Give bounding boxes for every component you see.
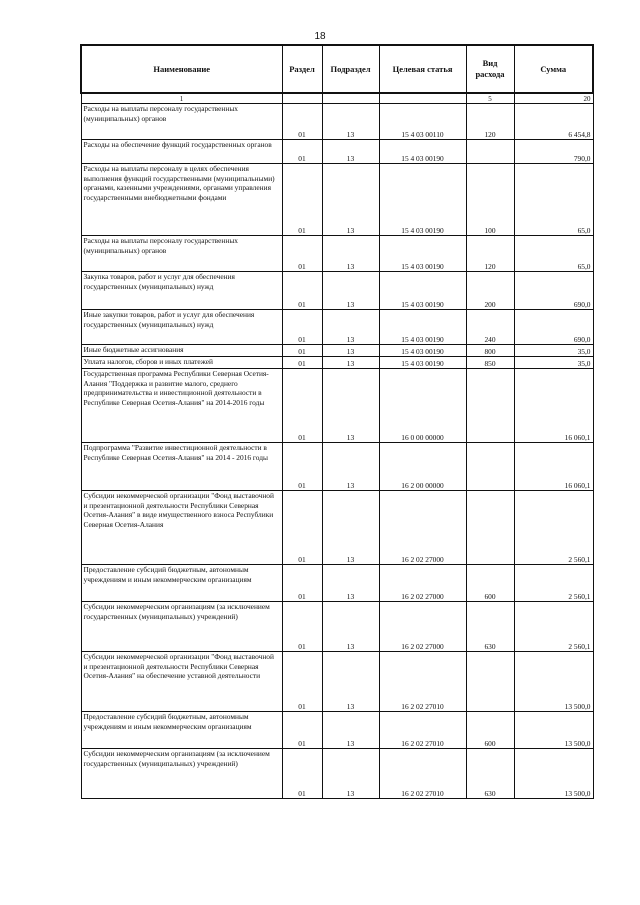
row-subsection: 13 [322, 369, 379, 443]
row-target: 15 4 03 00190 [379, 310, 466, 345]
row-target: 15 4 03 00110 [379, 104, 466, 140]
row-name: Государственная программа Республики Северная Осетия-Алания "Поддержка и развитие малого, среднего предпринимательства и инвестиционной деятельности в Республике Северная Осетия-Алания" на 2014-2016 годы [81, 369, 282, 443]
row-name: Расходы на выплаты персоналу государственных (муниципальных) органов [81, 104, 282, 140]
row-sum: 790,0 [514, 140, 593, 164]
row-target: 16 2 02 27010 [379, 712, 466, 749]
row-target: 16 2 02 27000 [379, 565, 466, 602]
col-header-type: Вид расхода [466, 45, 514, 93]
row-subsection: 13 [322, 602, 379, 652]
row-target: 16 2 02 27000 [379, 491, 466, 565]
column-number: 5 [466, 93, 514, 104]
row-type: 850 [466, 357, 514, 369]
row-sum: 2 560,1 [514, 565, 593, 602]
row-subsection: 13 [322, 140, 379, 164]
row-subsection: 13 [322, 104, 379, 140]
row-type: 630 [466, 749, 514, 799]
row-section: 01 [282, 369, 322, 443]
row-section: 01 [282, 310, 322, 345]
row-subsection: 13 [322, 272, 379, 310]
table-row [81, 272, 593, 310]
table-row [81, 443, 593, 491]
row-type: 240 [466, 310, 514, 345]
row-name: Иные бюджетные ассигнования [81, 345, 282, 357]
row-subsection: 13 [322, 345, 379, 357]
row-subsection: 13 [322, 236, 379, 272]
row-type [466, 369, 514, 443]
row-section: 01 [282, 272, 322, 310]
row-name: Субсидии некоммерческим организациям (за исключением государственных (муниципальных) учреждений) [81, 749, 282, 799]
row-type: 120 [466, 104, 514, 140]
row-type: 600 [466, 565, 514, 602]
row-name: Субсидии некоммерческой организации "Фонд выставочной и презентационной деятельности Республики Северная Осетия-Алания" в виде имущественного взноса Республики Северная Осетия-Алания [81, 491, 282, 565]
row-name: Закупка товаров, работ и услуг для обеспечения государственных (муниципальных) нужд [81, 272, 282, 310]
table-row [81, 491, 593, 565]
col-header-target: Целевая статья [379, 45, 466, 93]
row-section: 01 [282, 236, 322, 272]
row-subsection: 13 [322, 491, 379, 565]
row-target: 16 0 00 00000 [379, 369, 466, 443]
row-sum: 16 060,1 [514, 369, 593, 443]
row-section: 01 [282, 443, 322, 491]
table-row [81, 565, 593, 602]
row-target: 15 4 03 00190 [379, 357, 466, 369]
col-header-sum: Сумма [514, 45, 593, 93]
column-number [282, 93, 322, 104]
row-sum: 35,0 [514, 345, 593, 357]
row-name: Субсидии некоммерческим организациям (за исключением государственных (муниципальных) учреждений) [81, 602, 282, 652]
row-target: 16 2 02 27010 [379, 652, 466, 712]
row-sum: 16 060,1 [514, 443, 593, 491]
row-type: 800 [466, 345, 514, 357]
table-row [81, 236, 593, 272]
page-number: 18 [314, 31, 326, 42]
row-section: 01 [282, 602, 322, 652]
row-name: Расходы на выплаты персоналу в целях обеспечения выполнения функций государственными (муниципальными) органами, казенными учреждениями, органами управления государственными внебюджетными фондами [81, 164, 282, 236]
table-row [81, 104, 593, 140]
row-sum: 690,0 [514, 272, 593, 310]
row-name: Предоставление субсидий бюджетным, автономным учреждениям и иным некоммерческим организациям [81, 565, 282, 602]
row-sum: 13 500,0 [514, 749, 593, 799]
row-target: 15 4 03 00190 [379, 140, 466, 164]
table-row [81, 712, 593, 749]
row-subsection: 13 [322, 164, 379, 236]
row-subsection: 13 [322, 310, 379, 345]
row-section: 01 [282, 491, 322, 565]
row-type [466, 443, 514, 491]
row-subsection: 13 [322, 712, 379, 749]
row-section: 01 [282, 712, 322, 749]
table-row [81, 357, 593, 369]
column-number-row [81, 93, 593, 104]
row-name: Субсидии некоммерческой организации "Фонд выставочной и презентационной деятельности Республики Северная Осетия-Алания" на обеспечение уставной деятельности [81, 652, 282, 712]
row-section: 01 [282, 652, 322, 712]
row-type: 100 [466, 164, 514, 236]
table-row [81, 369, 593, 443]
column-number: 20 [514, 93, 593, 104]
col-header-name: Наименование [81, 45, 282, 93]
row-name: Уплата налогов, сборов и иных платежей [81, 357, 282, 369]
row-section: 01 [282, 345, 322, 357]
row-section: 01 [282, 565, 322, 602]
column-number [322, 93, 379, 104]
row-sum: 6 454,8 [514, 104, 593, 140]
row-name: Расходы на выплаты персоналу государственных (муниципальных) органов [81, 236, 282, 272]
row-type [466, 140, 514, 164]
col-header-section: Раздел [282, 45, 322, 93]
table-row [81, 140, 593, 164]
row-target: 15 4 03 00190 [379, 345, 466, 357]
table-row [81, 310, 593, 345]
row-type: 120 [466, 236, 514, 272]
row-type [466, 491, 514, 565]
column-number: 1 [81, 93, 282, 104]
row-sum: 13 500,0 [514, 712, 593, 749]
row-subsection: 13 [322, 443, 379, 491]
table-row [81, 602, 593, 652]
row-subsection: 13 [322, 652, 379, 712]
table-row [81, 164, 593, 236]
row-section: 01 [282, 104, 322, 140]
table-row [81, 749, 593, 799]
row-sum: 2 560,1 [514, 602, 593, 652]
row-sum: 690,0 [514, 310, 593, 345]
row-sum: 2 560,1 [514, 491, 593, 565]
row-name: Расходы на обеспечение функций государственных органов [81, 140, 282, 164]
column-number [379, 93, 466, 104]
row-target: 16 2 02 27000 [379, 602, 466, 652]
row-target: 15 4 03 00190 [379, 164, 466, 236]
row-sum: 13 500,0 [514, 652, 593, 712]
row-sum: 35,0 [514, 357, 593, 369]
row-sum: 65,0 [514, 164, 593, 236]
table-row [81, 345, 593, 357]
row-target: 16 2 02 27010 [379, 749, 466, 799]
row-target: 15 4 03 00190 [379, 272, 466, 310]
row-subsection: 13 [322, 749, 379, 799]
row-target: 16 2 00 00000 [379, 443, 466, 491]
table-row [81, 652, 593, 712]
row-type: 600 [466, 712, 514, 749]
row-name: Предоставление субсидий бюджетным, автономным учреждениям и иным некоммерческим организациям [81, 712, 282, 749]
budget-table [80, 44, 594, 799]
row-sum: 65,0 [514, 236, 593, 272]
row-type [466, 652, 514, 712]
row-section: 01 [282, 140, 322, 164]
row-target: 15 4 03 00190 [379, 236, 466, 272]
row-type: 630 [466, 602, 514, 652]
col-header-subsection: Подраздел [322, 45, 379, 93]
row-subsection: 13 [322, 565, 379, 602]
row-type: 200 [466, 272, 514, 310]
row-subsection: 13 [322, 357, 379, 369]
row-section: 01 [282, 164, 322, 236]
row-section: 01 [282, 749, 322, 799]
row-section: 01 [282, 357, 322, 369]
row-name: Подпрограмма "Развитие инвестиционной деятельности в Республике Северная Осетия-Алания" на 2014 - 2016 годы [81, 443, 282, 491]
row-name: Иные закупки товаров, работ и услуг для обеспечения государственных (муниципальных) нужд [81, 310, 282, 345]
header-row [81, 45, 593, 93]
